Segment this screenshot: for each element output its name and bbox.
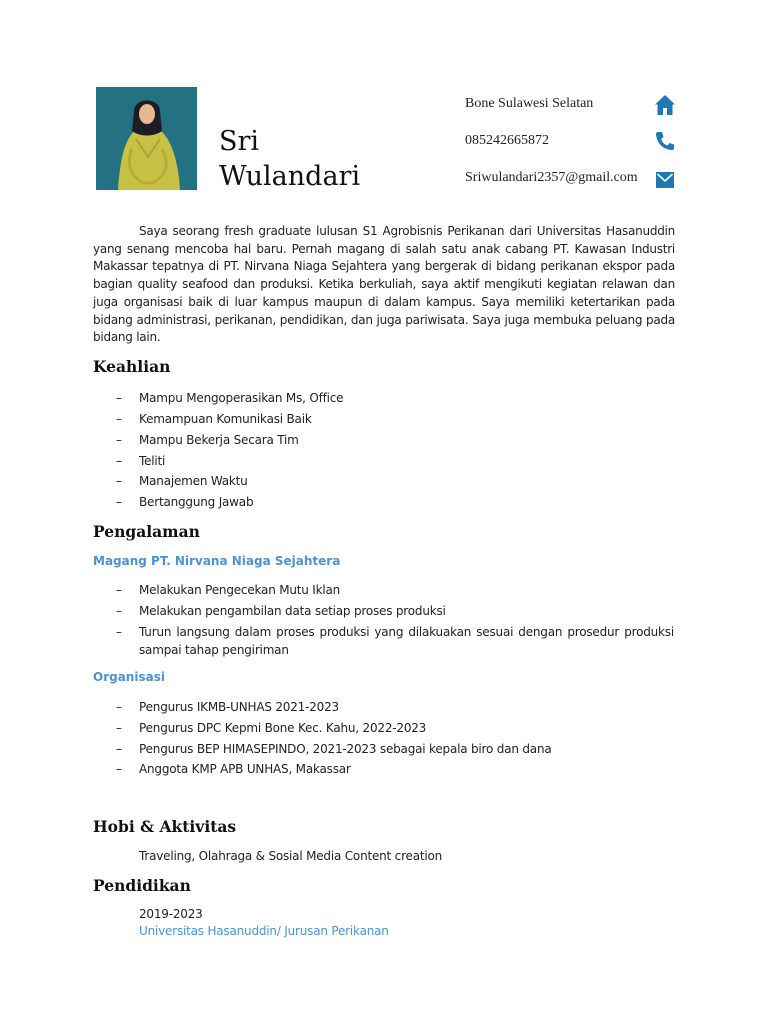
organization-text: Pengurus IKMB-UNHAS 2021-2023	[139, 700, 339, 714]
skill-text: Mampu Mengoperasikan Ms, Office	[139, 391, 344, 405]
name-first: Sri	[219, 126, 260, 157]
skill-item	[116, 411, 674, 429]
bullet: –	[116, 721, 122, 735]
experience-heading: Pengalaman	[93, 522, 200, 541]
organization-text: Anggota KMP APB UNHAS, Makassar	[139, 762, 351, 776]
organization-text: Pengurus BEP HIMASEPINDO, 2021-2023 sebagai kepala biro dan dana	[139, 742, 552, 756]
profile-photo	[96, 87, 197, 190]
skill-text: Kemampuan Komunikasi Baik	[139, 412, 312, 426]
experience-text: Melakukan pengambilan data setiap proses produksi	[139, 604, 446, 618]
bullet: –	[116, 454, 122, 468]
name-last: Wulandari	[219, 161, 361, 192]
skill-item	[116, 453, 674, 471]
skill-text: Manajemen Waktu	[139, 474, 248, 488]
skill-text: Teliti	[139, 454, 166, 468]
bullet: –	[116, 495, 122, 509]
experience-item	[116, 582, 674, 600]
bullet: –	[116, 412, 122, 426]
skill-item	[116, 432, 674, 450]
hobbies-text: Traveling, Olahraga & Sosial Media Content creation	[139, 849, 443, 863]
organization-item	[116, 741, 674, 759]
education-years: 2019-2023	[139, 907, 203, 921]
bullet: –	[116, 700, 122, 714]
phone-text: 085242665872	[465, 133, 549, 148]
organization-title: Organisasi	[93, 670, 165, 684]
bullet: –	[116, 604, 122, 618]
bullet: –	[116, 742, 122, 756]
experience-item	[116, 624, 674, 659]
home-icon	[654, 94, 676, 116]
experience-text: Turun langsung dalam proses produksi yang dilakuakan sesuai dengan prosedur produksi sampai tahap pengiriman	[139, 625, 674, 657]
skill-item	[116, 390, 674, 408]
bullet: –	[116, 433, 122, 447]
organization-text: Pengurus DPC Kepmi Bone Kec. Kahu, 2022-2023	[139, 721, 427, 735]
summary-paragraph: Saya seorang fresh graduate lulusan S1 Agrobisnis Perikanan dari Universitas Hasanuddin yang senang mencoba hal baru. Pernah magang di salah satu anak cabang PT. Kawasan Industri Makassar tepatnya di PT. Nirvana Niaga Sejahtera yang bergerak di bidang perikanan ekspor pada bagian quality seafood dan produksi. Ketika berkuliah, saya aktif mengikuti kegiatan relawan dan juga organisasi baik di luar kampus maupun di dalam kampus. Saya memiliki ketertarikan pada bidang administrasi, perikanan, pendidikan, dan juga pariwisata. Saya juga membuka peluang pada bidang lain.	[93, 224, 675, 345]
phone-icon	[654, 130, 676, 152]
skills-heading: Keahlian	[93, 357, 171, 376]
internship-title: Magang PT. Nirvana Niaga Sejahtera	[93, 554, 341, 568]
skill-item	[116, 494, 674, 512]
skill-text: Bertanggung Jawab	[139, 495, 254, 509]
bullet: –	[116, 391, 122, 405]
mail-icon	[654, 169, 676, 191]
experience-item	[116, 603, 674, 621]
bullet: –	[116, 625, 122, 639]
bullet: –	[116, 474, 122, 488]
education-heading: Pendidikan	[93, 876, 191, 895]
address-text: Bone Sulawesi Selatan	[465, 96, 594, 111]
skill-text: Mampu Bekerja Secara Tim	[139, 433, 299, 447]
skill-item	[116, 473, 674, 491]
organization-item	[116, 720, 674, 738]
experience-text: Melakukan Pengecekan Mutu Iklan	[139, 583, 341, 597]
bullet: –	[116, 762, 122, 776]
email-text[interactable]: Sriwulandari2357@gmail.com	[465, 170, 638, 185]
education-school: Universitas Hasanuddin/ Jurusan Perikanan	[139, 924, 389, 938]
hobbies-heading: Hobi & Aktivitas	[93, 817, 237, 836]
organization-item	[116, 699, 674, 717]
bullet: –	[116, 583, 122, 597]
organization-item	[116, 761, 674, 779]
